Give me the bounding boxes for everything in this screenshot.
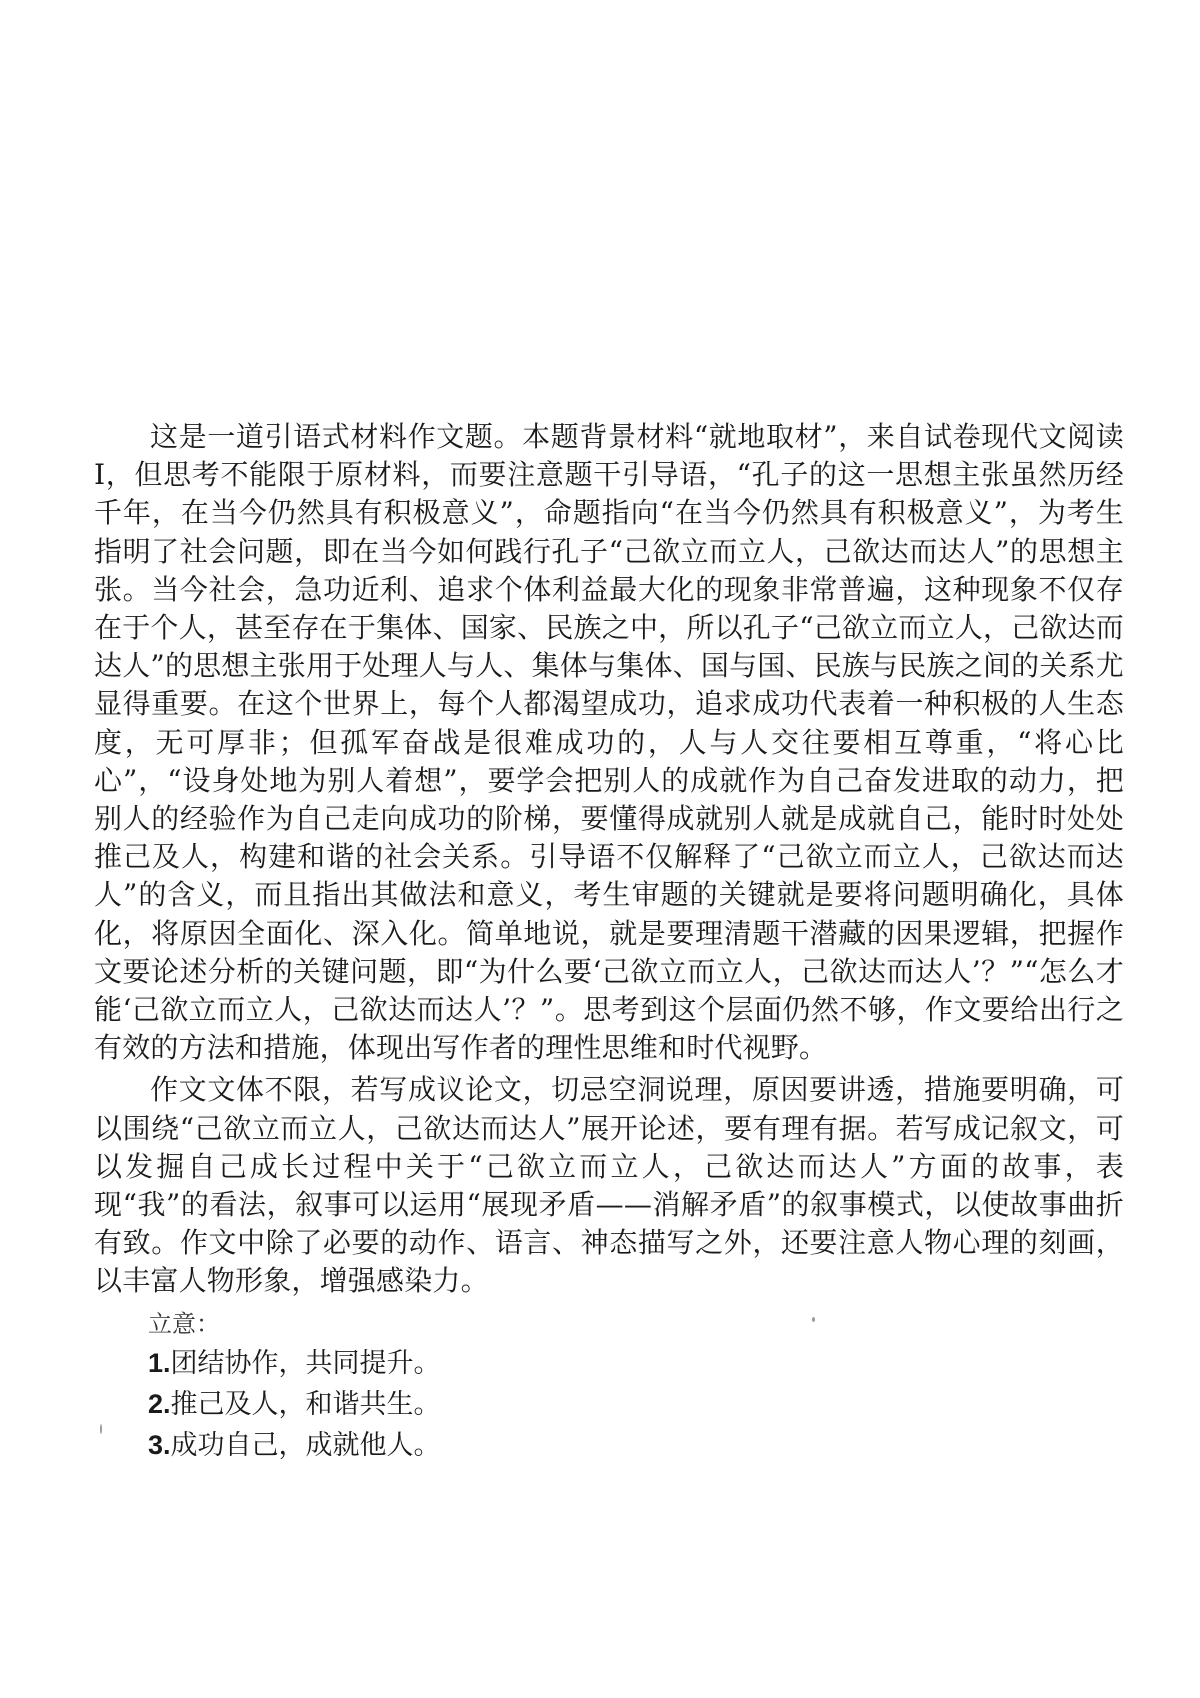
idea-number: 2. — [148, 1388, 171, 1419]
idea-item-3 — [94, 1425, 1124, 1466]
analysis-paragraph-2: 作文文体不限，若写成议论文，切忌空洞说理，原因要讲透，措施要明确，可以围绕“己欲立而立人，己欲达而达人”展开论述，要有理有据。若写成记叙文，可以发掘自己成长过程中关于“己欲立而立人，己欲达而达人”方面的故事，表现“我”的看法，叙事可以运用“展现矛盾——消解矛盾”的叙事模式，以使故事曲折有致。作文中除了必要的动作、语言、神态描写之外，还要注意人物心理的刻画，以丰富人物形象，增强感染力。 — [94, 1073, 1124, 1298]
analysis-paragraph-1: 这是一道引语式材料作文题。本题背景材料“就地取材”，来自试卷现代文阅读Ⅰ，但思考不能限于原材料，而要注意题干引导语，“孔子的这一思想主张虽然历经千年，在当今仍然具有积极意义”，命题指向“在当今仍然具有积极意义”，为考生指明了社会问题，即在当今如何践行孔子“己欲立而立人，己欲达而达人”的思想主张。当今社会，急功近利、追求个体利益最大化的现象非常普遍，这种现象不仅存在于个人，甚至存在于集体、国家、民族之中，所以孔子“己欲立而立人，己欲达而达人”的思想主张用于处理人与人、集体与集体、国与国、民族与民族之间的关系尤显得重要。在这个世界上，每个人都渴望成功，追求成功代表着一种积极的人生态度，无可厚非；但孤军奋战是很难成功的，人与人交往要相互尊重，“将心比心”，“设身处地为别人着想”，要学会把别人的成就作为自己奋发进取的动力，把别人的经验作为自己走向成功的阶梯，要懂得成就别人就是成就自己，能时时处处推己及人，构建和谐的社会关系。引导语不仅解释了“己欲立而立人，己欲达而达人”的含义，而且指出其做法和意义，考生审题的关键就是要将问题明确化，具体化，将原因全面化、深入化。简单地说，就是要理清题干潜藏的因果逻辑，把握作文要论述分析的关键问题，即“为什么要‘己欲立而立人，己欲达而达人’？”“怎么才能‘己欲立而立人，己欲达而达人’？”。思考到这个层面仍然不够，作文要给出行之有效的方法和措施，体现出写作者的理性思维和时代视野。 — [94, 420, 1124, 1065]
scan-speck — [812, 1317, 815, 1322]
idea-text: 成功自己，成就他人。 — [170, 1429, 441, 1461]
scan-speck — [100, 1424, 102, 1434]
ideas-section — [94, 1305, 1124, 1466]
idea-number: 3. — [148, 1429, 171, 1460]
idea-text: 团结协作，共同提升。 — [170, 1347, 441, 1379]
answer-analysis — [94, 418, 1124, 1466]
idea-item-2 — [94, 1384, 1124, 1425]
idea-number: 1. — [148, 1347, 171, 1378]
idea-item-1 — [94, 1343, 1124, 1384]
ideas-list — [94, 1343, 1124, 1466]
idea-text: 推己及人，和谐共生。 — [170, 1388, 441, 1420]
ideas-heading: 立意： — [148, 1309, 220, 1338]
